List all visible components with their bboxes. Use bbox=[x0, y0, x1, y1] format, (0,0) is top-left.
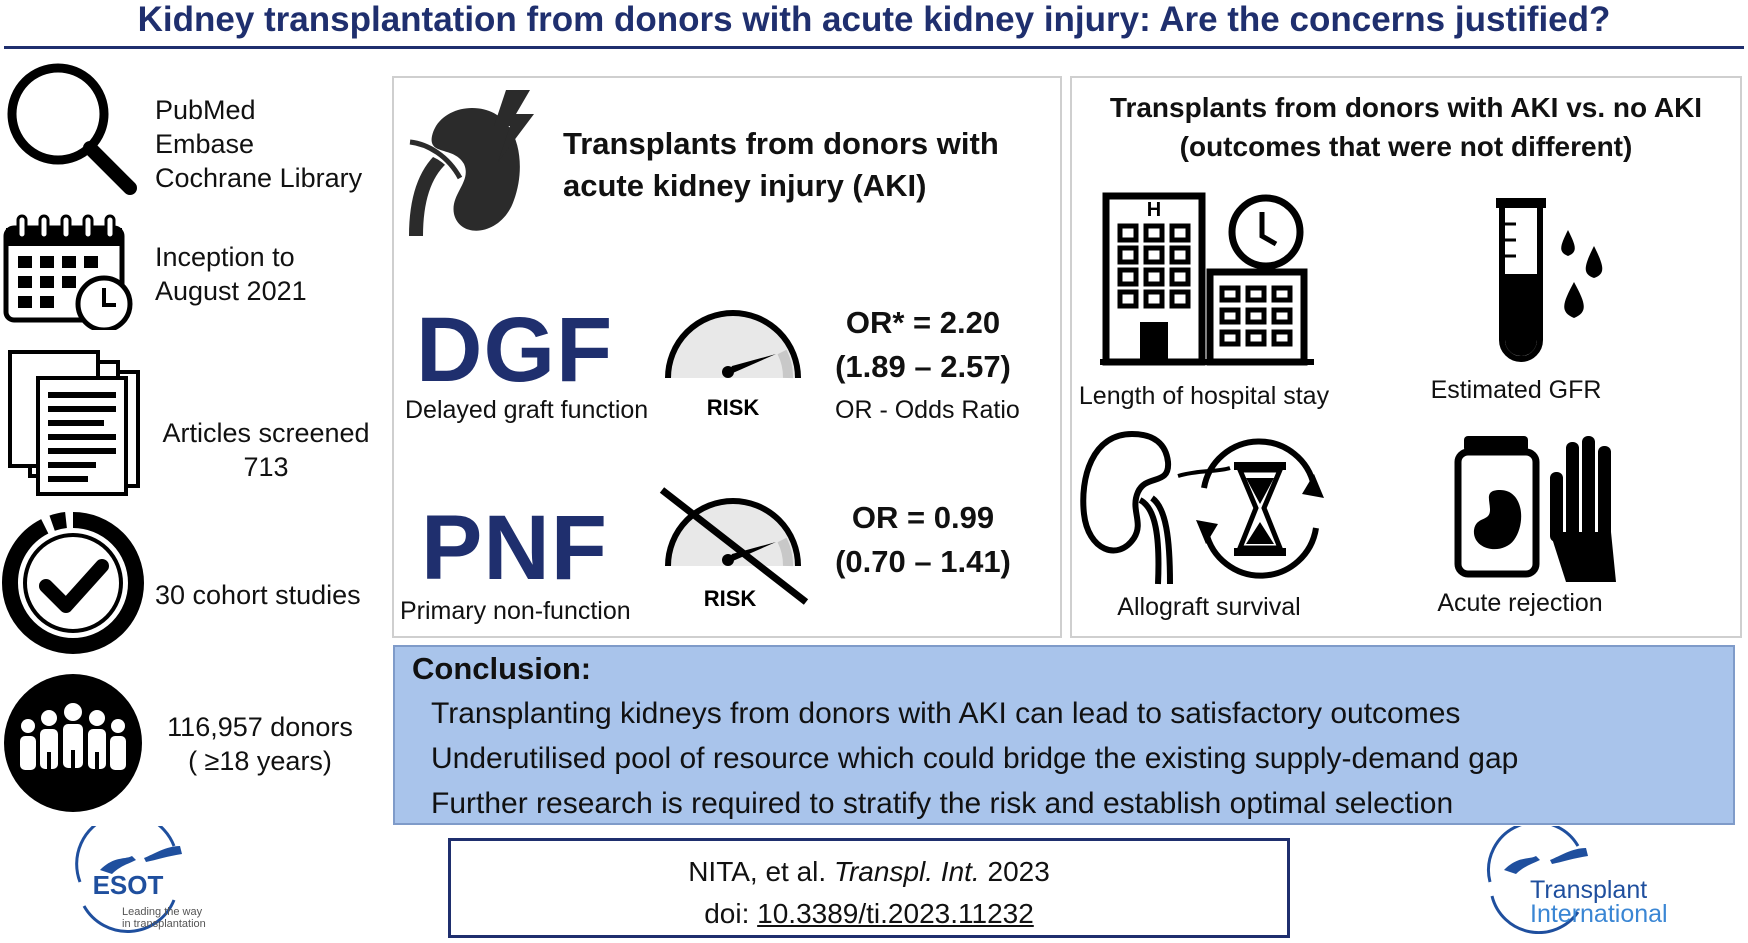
donors-count: 116,957 donors ( ≥18 years) bbox=[167, 712, 353, 776]
dgf-abbr: DGF bbox=[416, 299, 614, 401]
doi-link[interactable]: 10.3389/ti.2023.11232 bbox=[757, 898, 1034, 929]
citation-authors: NITA, et al. bbox=[688, 856, 827, 887]
jar-hand-icon bbox=[1454, 432, 1624, 582]
pnf-abbr: PNF bbox=[421, 497, 608, 599]
kidney-lightning-icon bbox=[402, 86, 540, 246]
kidney-hourglass-icon bbox=[1078, 428, 1332, 588]
doi-line bbox=[451, 892, 1287, 936]
hospital-clock-icon bbox=[1100, 192, 1320, 368]
dgf-odds-ratio: OR* = 2.20 (1.89 – 2.57) bbox=[835, 305, 1011, 384]
aki-heading: Transplants from donors with acute kidney injury (AKI) bbox=[563, 126, 999, 203]
acute-rejection-label: Acute rejection bbox=[1437, 589, 1603, 617]
title-divider bbox=[4, 46, 1744, 49]
esot-tagline-1: Leading the way bbox=[122, 906, 203, 918]
conclusion-box bbox=[393, 645, 1735, 825]
allograft-survival-label: Allograft survival bbox=[1117, 593, 1301, 621]
pnf-label: Primary non-function bbox=[400, 597, 631, 625]
people-group-icon bbox=[2, 672, 144, 814]
conclusion-lines bbox=[431, 691, 1518, 826]
ti-line1: Transplant bbox=[1530, 876, 1648, 904]
test-tube-drops-icon bbox=[1486, 194, 1610, 362]
transplant-international-logo bbox=[1478, 826, 1708, 934]
pnf-risk-label: RISK bbox=[703, 586, 757, 611]
citation-journal: Transpl. Int. bbox=[833, 856, 980, 887]
dgf-risk-label: RISK bbox=[706, 395, 760, 418]
cohort-studies: 30 cohort studies bbox=[155, 580, 361, 610]
doi-label: doi: bbox=[704, 898, 750, 929]
dgf-label: Delayed graft function bbox=[405, 396, 649, 424]
svg-text:H: H bbox=[1146, 199, 1162, 221]
risk-gauge-crossed-icon bbox=[656, 484, 812, 612]
pnf-odds-ratio: OR = 0.99 (0.70 – 1.41) bbox=[835, 500, 1011, 579]
search-sources: PubMed Embase Cochrane Library bbox=[155, 95, 363, 193]
page-title: Kidney transplantation from donors with acute kidney injury: Are the concerns justified? bbox=[137, 0, 1611, 39]
esot-logo bbox=[70, 826, 230, 934]
conclusion-line: Further research is required to stratify the risk and establish optimal selection bbox=[431, 787, 1454, 820]
conclusion-heading: Conclusion: bbox=[412, 651, 592, 686]
esot-name: ESOT bbox=[92, 870, 164, 900]
citation-year: 2023 bbox=[987, 856, 1050, 887]
ti-line2: International bbox=[1530, 900, 1668, 928]
egfr-label: Estimated GFR bbox=[1430, 376, 1602, 404]
documents-icon bbox=[4, 350, 146, 498]
hospital-stay-label: Length of hospital stay bbox=[1078, 382, 1330, 410]
no-difference-heading: Transplants from donors with AKI vs. no AKI (outcomes that were not different) bbox=[1109, 92, 1703, 162]
search-period: Inception to August 2021 bbox=[155, 242, 307, 306]
citation-line bbox=[451, 852, 1287, 892]
articles-screened: Articles screened 713 bbox=[162, 418, 370, 482]
esot-tagline-2: in transplantation bbox=[122, 918, 206, 930]
citation-box bbox=[448, 838, 1290, 938]
conclusion-line: Underutilised pool of resource which could bridge the existing supply-demand gap bbox=[431, 742, 1519, 775]
checkmark-icon bbox=[2, 512, 144, 654]
odds-ratio-note: OR - Odds Ratio bbox=[835, 396, 1020, 424]
conclusion-line: Transplanting kidneys from donors with AKI can lead to satisfactory outcomes bbox=[431, 697, 1461, 730]
risk-gauge-icon bbox=[660, 306, 806, 418]
calendar-icon bbox=[2, 212, 136, 330]
magnifier-icon bbox=[2, 58, 140, 196]
